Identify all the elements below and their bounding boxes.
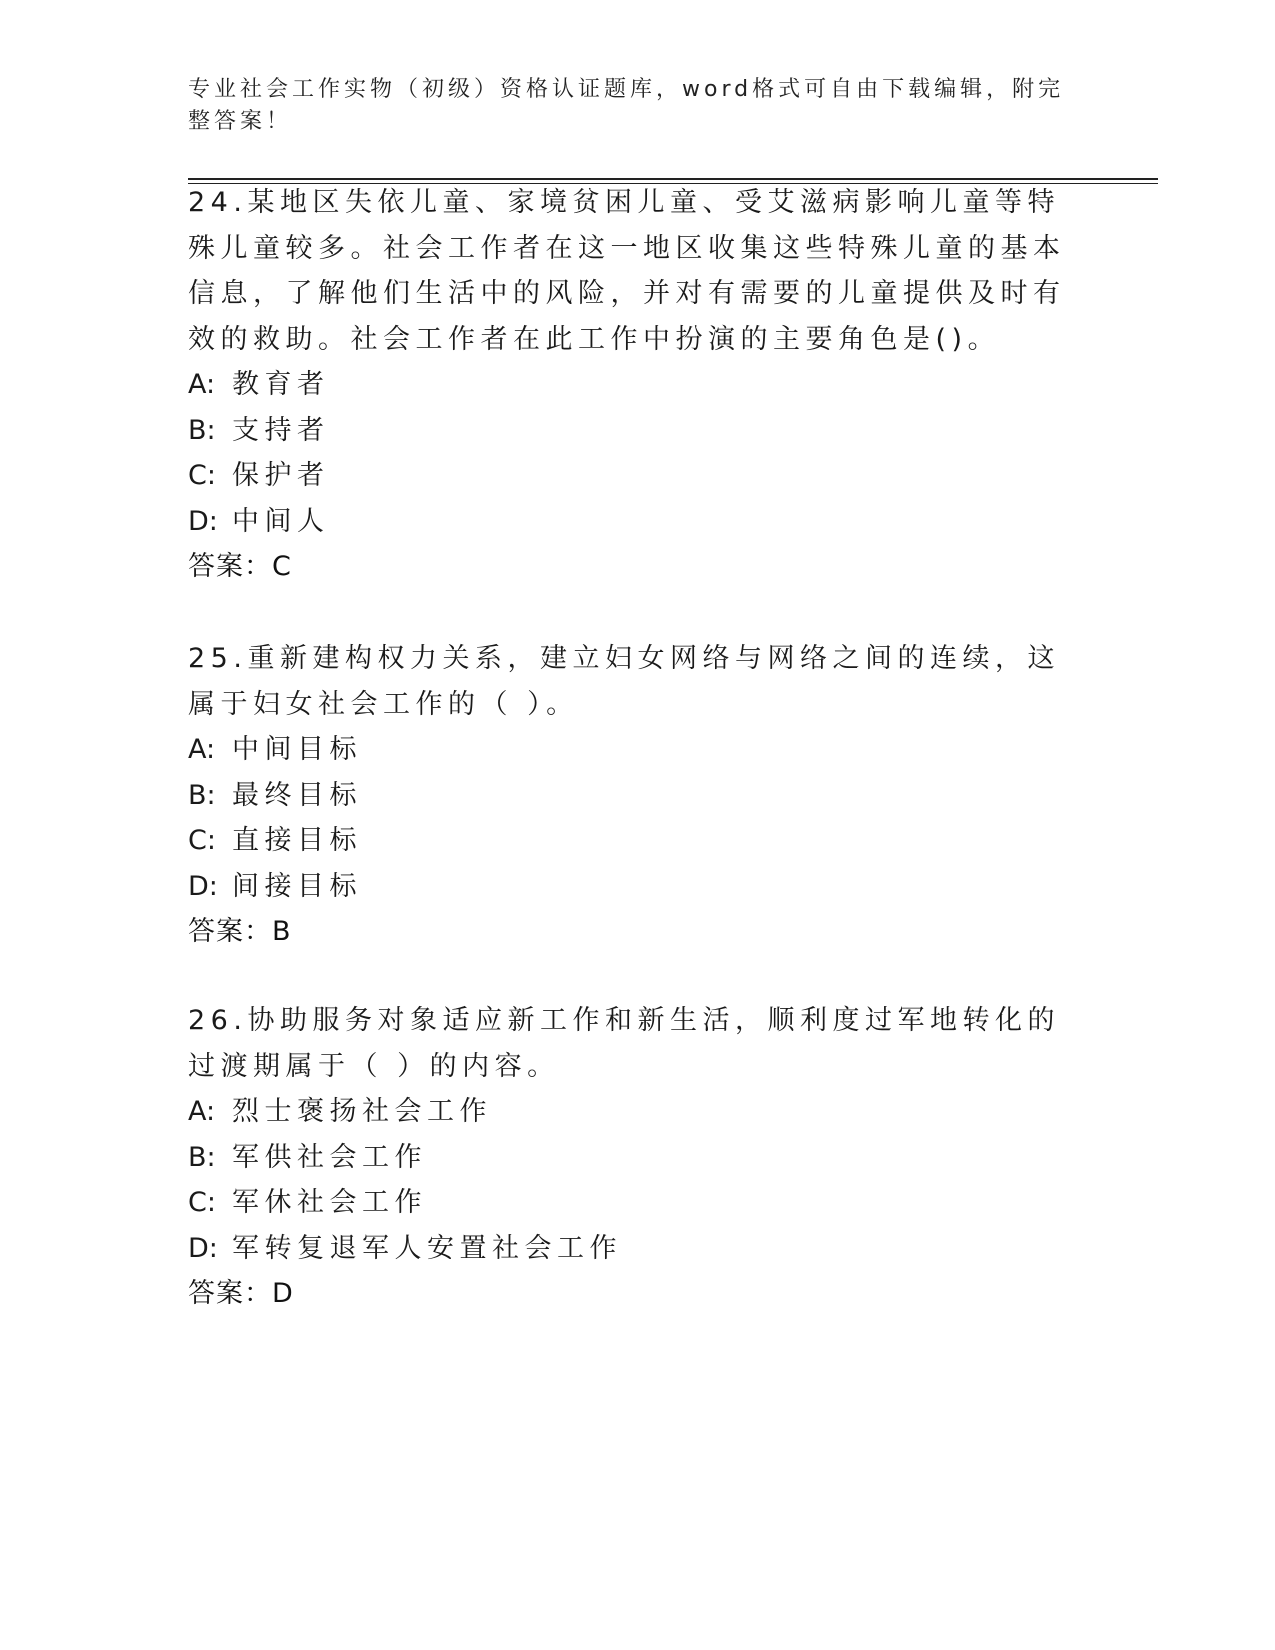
option-d [188, 864, 1088, 910]
option-letter: D: [188, 505, 218, 537]
option-text: 中间人 [232, 505, 330, 537]
option-text: 教育者 [232, 369, 330, 400]
option-b [188, 773, 1088, 819]
option-letter: A: [188, 734, 216, 765]
option-letter: D: [188, 870, 218, 902]
option-text: 直接目标 [232, 825, 362, 856]
answer-line: 答案：B [188, 916, 292, 947]
option-letter: C: [188, 825, 216, 856]
question-25 [188, 636, 1088, 955]
option-a [188, 727, 1088, 773]
option-text: 军转复退军人安置社会工作 [232, 1232, 622, 1264]
question-24 [188, 180, 1088, 590]
option-letter: A: [188, 1096, 216, 1127]
option-c [188, 818, 1088, 864]
option-c [188, 453, 1088, 499]
option-letter: D: [188, 1232, 218, 1264]
option-text: 间接目标 [232, 870, 362, 902]
option-text: 保护者 [232, 460, 330, 491]
answer-line: 答案：D [188, 1278, 294, 1309]
question-26 [188, 998, 1088, 1317]
option-text: 军休社会工作 [232, 1187, 427, 1218]
option-text: 最终目标 [232, 779, 362, 811]
question-stem: 25.重新建构权力关系，建立妇女网络与网络之间的连续，这属于妇女社会工作的（ ）。 [188, 643, 1060, 720]
option-letter: C: [188, 460, 216, 491]
option-text: 中间目标 [232, 734, 362, 765]
option-a [188, 1089, 1088, 1135]
option-d [188, 1226, 1088, 1272]
option-text: 支持者 [232, 414, 330, 446]
option-letter: B: [188, 1141, 216, 1173]
option-letter: B: [188, 779, 216, 811]
document-header [188, 74, 1068, 138]
option-a [188, 362, 1088, 408]
option-b [188, 408, 1088, 454]
option-text: 烈士褒扬社会工作 [232, 1096, 492, 1127]
option-letter: B: [188, 414, 216, 446]
option-d [188, 499, 1088, 545]
question-stem: 26.协助服务对象适应新工作和新生活，顺利度过军地转化的过渡期属于（ ）的内容。 [188, 1005, 1060, 1082]
option-c [188, 1180, 1088, 1226]
answer-line: 答案：C [188, 551, 292, 582]
question-stem: 24.某地区失依儿童、家境贫困儿童、受艾滋病影响儿童等特殊儿童较多。社会工作者在这一地区收集这些特殊儿童的基本信息，了解他们生活中的风险，并对有需要的儿童提供及时有效的救助。社会工作者在此工作中扮演的主要角色是()。 [188, 187, 1066, 355]
option-b [188, 1135, 1088, 1181]
option-text: 军供社会工作 [232, 1141, 427, 1173]
option-letter: C: [188, 1187, 216, 1218]
header-text: 专业社会工作实物（初级）资格认证题库，word格式可自由下载编辑，附完整答案！ [188, 77, 1065, 134]
option-letter: A: [188, 369, 216, 400]
